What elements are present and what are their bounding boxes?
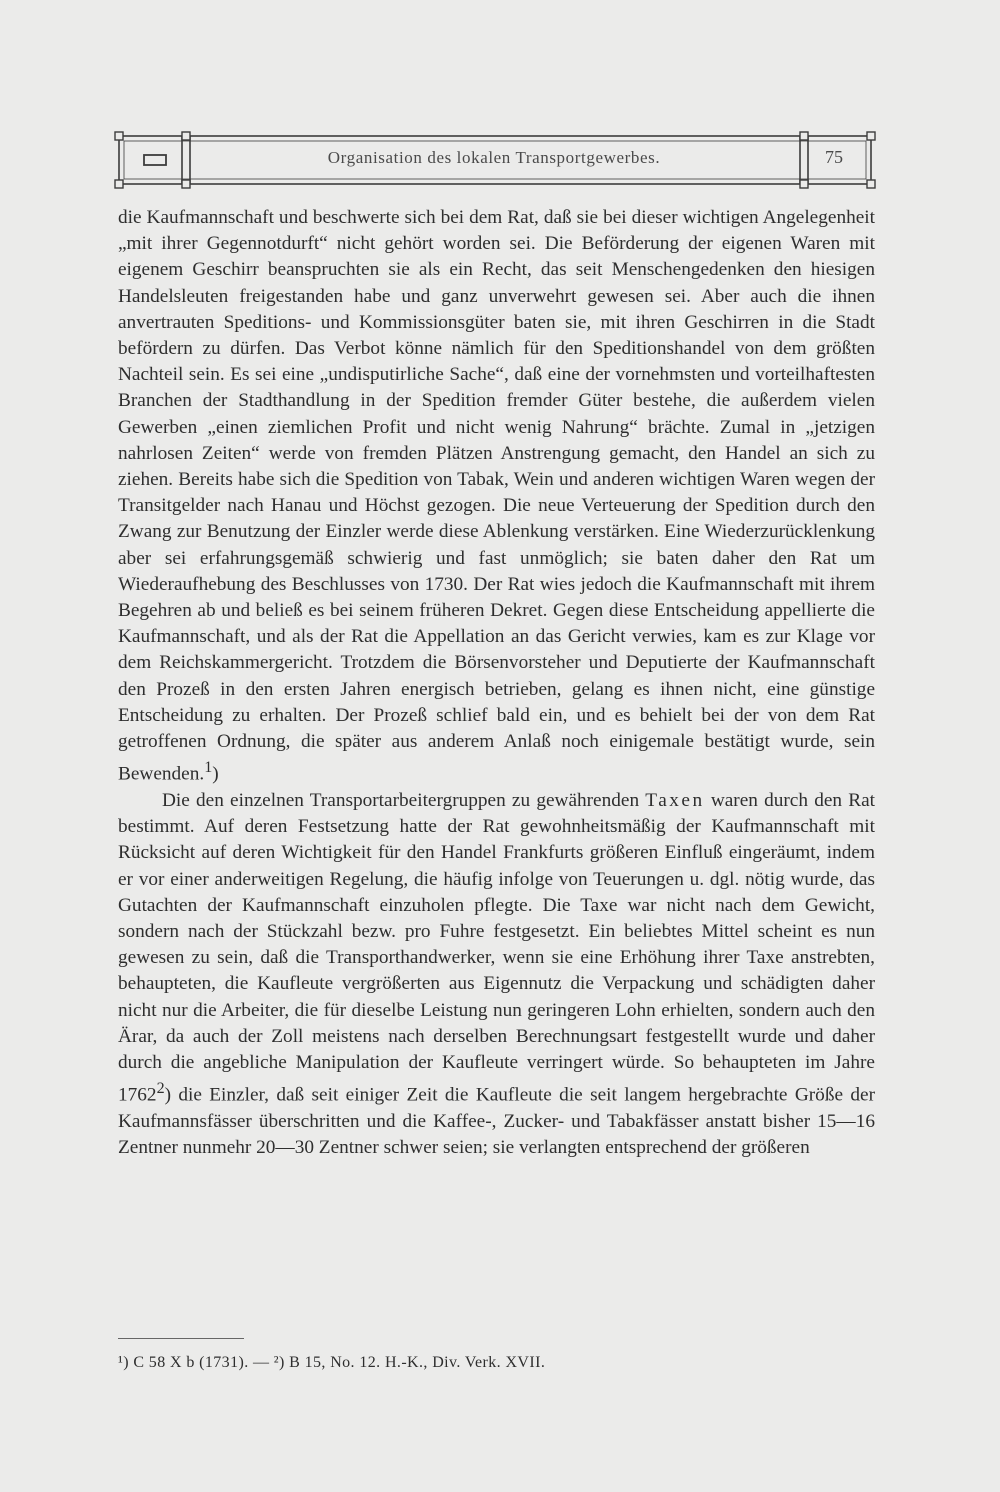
paragraph-text: Die den einzelnen Transportarbeitergruppen zu gewährenden <box>162 789 640 811</box>
paragraph-text: waren durch den Rat bestimmt. Auf deren Festsetzung hatte der Rat gewohnheitsmäßig der Kaufmannschaft mit Rücksicht auf deren Wichtigkeit für den Handel Frankfurts größeren Einfluß eingeräumt, indem er vor einer anderweitigen Regelung, die häufig infolge von Teuerungen u. dgl. nötig wurde, das Gutachten der Kaufmannschaft einzuholen pflegte. Die Taxe war nicht nach dem Gewicht, sondern nach der Stückzahl bezw. pro Fuhre festgesetzt. Ein beliebtes Mittel scheint es nun gewesen zu sein, daß die Transporthandwerker, wenn sie eine Erhöhung ihrer Taxe anstrebten, behaupteten, die Kaufleute vergrößerten aus Eigennutz die Verpackung und schädigten daher nicht nur die Arbeiter, die für dieselbe Leistung nun geringeren Lohn erhielten, sondern auch den Ärar, da auch der Zoll meistens nach derselben Berechnungsart festgestellt wurde und daher durch die angebliche Manipulation der Kaufleute verringert würde. So behaupteten im Jahre 1762 <box>118 789 875 1106</box>
footnote-marker: 1 <box>204 759 213 777</box>
body-text <box>118 205 875 1161</box>
paragraph-text: ) die Einzler, daß seit einiger Zeit die Kaufleute die seit langem hergebrachte Größe der Kaufmannsfässer überschritten und die Kaffee-, Zucker- und Tabakfässer anstatt bisher 15—16 Zentner nunmehr 20—30 Zentner schwer seien; sie verlangten entsprechend der größeren <box>118 1084 875 1158</box>
page-number: 75 <box>825 147 843 167</box>
spaced-word: Taxen <box>645 789 705 811</box>
paragraph-text: die Kaufmannschaft und beschwerte sich bei dem Rat, daß sie bei dieser wichtigen Angelegenheit „mit ihrer Gegennotdurft“ nicht gehört worden sei. Die Beförderung der eigenen Waren mit eigenem Geschirr beanspruchten sie als ein Recht, das seit Menschengedenken den hiesigen Handelsleuten freigestanden habe und ganz unverwehrt gewesen sei. Aber auch die ihnen anvertrauten Speditions- und Kommissionsgüter baten sie, mit ihren Geschirren in die Stadt befördern zu dürfen. Das Verbot könne nämlich für den Speditionshandel von dem größten Nachteil sein. Es sei eine „undisputirliche Sache“, daß eine der vornehmsten und vorteilhaftesten Branchen der Stadthandlung in der Spedition fremder Güter bestehe, die außerdem vielen Gewerben „einen ziemlichen Profit und nicht wenig Nahrung“ brächte. Zumal in „jetzigen nahrlosen Zeiten“ werde von fremden Plätzen Anstrengung gemacht, den Handel an sich zu ziehen. Bereits habe sich die Spedition von Tabak, Wein und anderen wichtigen Waren wegen der Transitgelder nach Hanau und Höchst gezogen. Die neue Verteuerung der Spedition durch den Zwang zur Benutzung der Einzler werde diese Ablenkung verstärken. Eine Wiederzurücklenkung aber sei erfahrungsgemäß schwierig und fast unmöglich; sie baten daher den Rat um Wiederaufhebung des Beschlusses von 1730. Der Rat wies jedoch die Kaufmannschaft mit ihrem Begehren ab und beließ es bei seinem früheren Dekret. Gegen diese Entscheidung appellierte die Kaufmannschaft, und als der Rat die Appellation an das Gericht verwies, kam es zur Klage vor dem Reichskammergericht. Trotzdem die Börsenvorsteher und Deputierte der Kaufmannschaft den Prozeß in den ersten Jahren energisch betrieben, gelang es ihnen nicht, eine günstige Entscheidung zu erhalten. Der Prozeß schlief bald ein, und es behielt bei der von dem Rat getroffenen Ordnung, die später aus anderem Anlaß noch einigemale bestätigt wurde, sein Bewenden. <box>118 207 875 785</box>
footnote-divider <box>118 1338 244 1339</box>
footnote-marker: 2 <box>156 1080 165 1098</box>
paragraph <box>118 788 875 1161</box>
footnote: ¹) C 58 X b (1731). — ²) B 15, No. 12. H.-K., Div. Verk. XVII. <box>118 1354 546 1371</box>
running-title: Organisation des lokalen Transportgewerbes. <box>327 148 661 167</box>
paragraph: die Kaufmannschaft und beschwerte sich bei dem Rat, daß sie bei dieser wichtigen Angelegenheit „mit ihrer Gegennotdurft“ nicht gehört worden sei. Die Beförderung der eigenen Waren mit eigenem Geschirr beanspruchten sie als ein Recht, das seit Menschengedenken den hiesigen Handelsleuten freigestanden habe und ganz unverwehrt gewesen sei. Aber auch die ihnen anvertrauten Speditions- und Kommissionsgüter baten sie, mit ihren Geschirren in die Stadt befördern zu dürfen. Das Verbot könne nämlich für den Speditionshandel von dem größten Nachteil sein. Es sei eine „undisputirliche Sache“, daß eine der vornehmsten und vorteilhaftesten Branchen der Stadthandlung in der Spedition fremder Güter bestehe, die außerdem vielen Gewerben „einen ziemlichen Profit und nicht wenig Nahrung“ brächte. Zumal in „jetzigen nahrlosen Zeiten“ werde von fremden Plätzen Anstrengung gemacht, den Handel an sich zu ziehen. Bereits habe sich die Spedition von Tabak, Wein und anderen wichtigen Waren wegen der Transitgelder nach Hanau und Höchst gezogen. Die neue Verteuerung der Spedition durch den Zwang zur Benutzung der Einzler werde diese Ablenkung verstärken. Eine Wiederzurücklenkung aber sei erfahrungsgemäß schwierig und fast unmöglich; sie baten daher den Rat um Wiederaufhebung des Beschlusses von 1730. Der Rat wies jedoch die Kaufmannschaft mit ihrem Begehren ab und beließ es bei seinem früheren Dekret. Gegen diese Entscheidung appellierte die Kaufmannschaft, und als der Rat die Appellation an das Gericht verwies, kam es zur Klage vor dem Reichskammergericht. Trotzdem die Börsenvorsteher und Deputierte der Kaufmannschaft den Prozeß in den ersten Jahren energisch betrieben, gelang es ihnen nicht, eine günstige Entscheidung zu erhalten. Der Prozeß schlief bald ein, und es behielt bei der von dem Rat getroffenen Ordnung, die später aus anderem Anlaß noch einigemale bestätigt wurde, sein Bewenden.$^1$) <box>118 207 875 785</box>
